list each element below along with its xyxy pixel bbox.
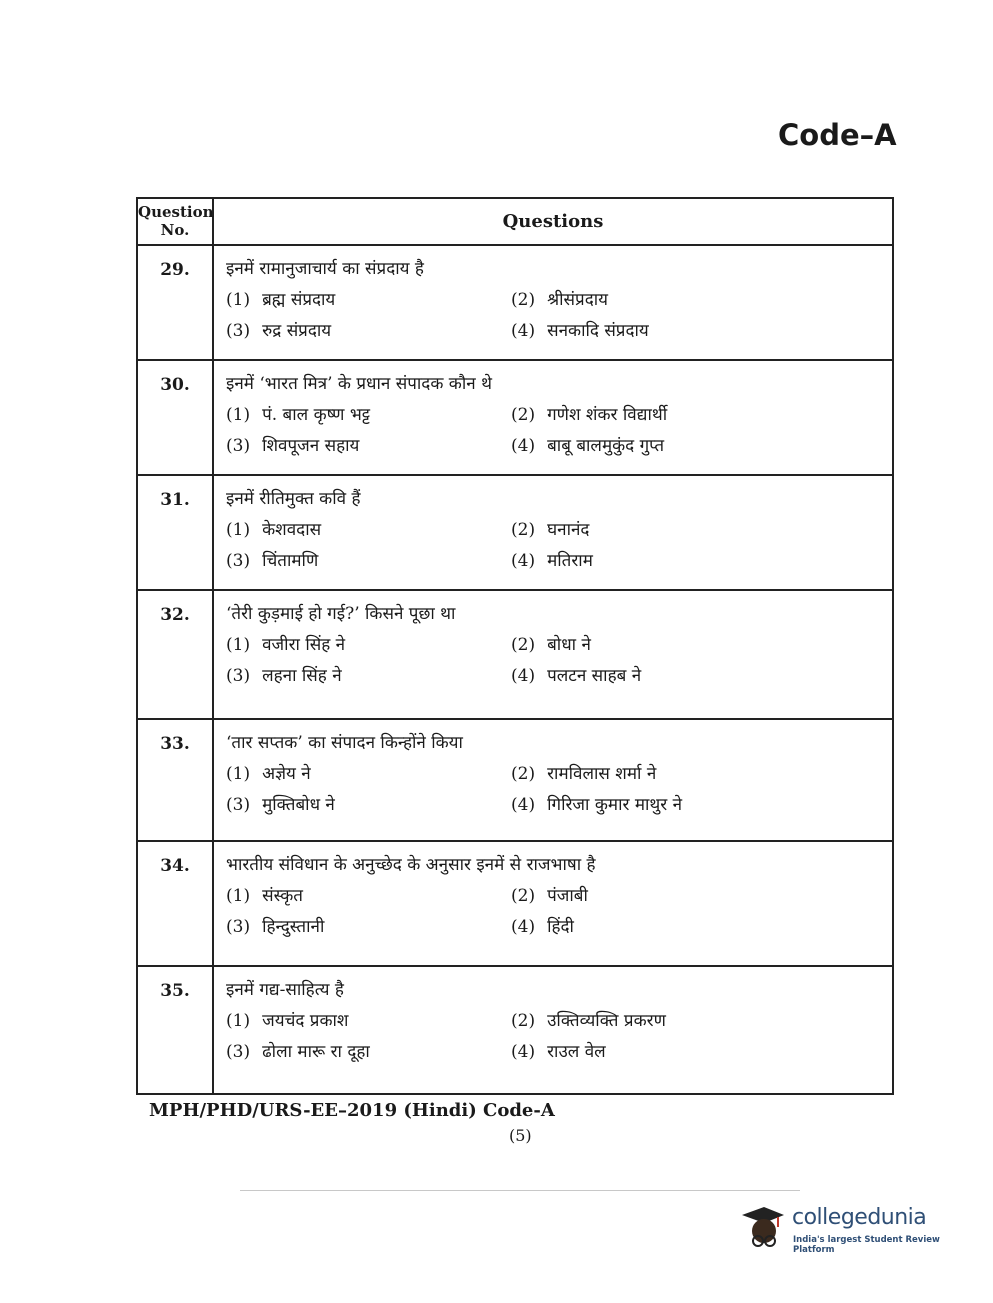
option-number: (1) <box>226 1011 251 1031</box>
option-number: (1) <box>226 405 251 425</box>
question-number: 33. <box>138 720 214 840</box>
question-number: 29. <box>138 246 214 359</box>
options-grid <box>226 762 892 817</box>
answer-option <box>226 403 511 427</box>
option-number: (3) <box>226 666 251 686</box>
answer-option <box>511 915 892 939</box>
option-number: (2) <box>511 405 536 425</box>
option-text: बाबू बालमुकुंद गुप्त <box>547 436 665 456</box>
question-text: इनमें रीतिमुक्त कवि हैं <box>226 489 361 509</box>
option-text: मुक्तिबोध ने <box>262 795 335 815</box>
answer-option <box>511 762 892 786</box>
question-row <box>138 842 892 967</box>
option-number: (1) <box>226 635 251 655</box>
option-text: गणेश शंकर विद्यार्थी <box>547 405 668 425</box>
code-label: Code–A <box>778 118 897 152</box>
option-number: (3) <box>226 551 251 571</box>
questions-header: Questions <box>502 211 604 232</box>
option-text: संस्कृत <box>262 886 303 906</box>
option-number: (4) <box>511 795 536 815</box>
option-text: चिंतामणि <box>262 551 319 571</box>
questions-table <box>136 197 894 1095</box>
option-text: रुद्र संप्रदाय <box>262 321 332 341</box>
answer-option <box>226 633 511 657</box>
option-number: (1) <box>226 886 251 906</box>
answer-option <box>511 884 892 908</box>
brand-tagline: India's largest Student Review Platform <box>793 1235 940 1255</box>
question-content <box>214 591 892 718</box>
option-number: (4) <box>511 666 536 686</box>
option-number: (4) <box>511 917 536 937</box>
answer-option <box>226 884 511 908</box>
options-grid <box>226 633 892 688</box>
answer-option <box>511 288 892 312</box>
option-number: (4) <box>511 1042 536 1062</box>
option-text: लहना सिंह ने <box>262 666 342 686</box>
question-row <box>138 476 892 591</box>
answer-option <box>226 518 511 542</box>
answer-option <box>511 1009 892 1033</box>
options-grid <box>226 288 892 343</box>
option-text: गिरिजा कुमार माथुर ने <box>547 795 683 815</box>
answer-option <box>226 288 511 312</box>
answer-option <box>511 633 892 657</box>
option-text: मतिराम <box>547 551 593 571</box>
question-content <box>214 361 892 474</box>
option-text: शिवपूजन सहाय <box>262 436 360 456</box>
question-text: ‘तेरी कुड़माई हो गई?’ किसने पूछा था <box>226 604 456 624</box>
option-text: श्रीसंप्रदाय <box>547 290 608 310</box>
option-number: (1) <box>226 520 251 540</box>
question-text: इनमें ‘भारत मित्र’ के प्रधान संपादक कौन थे <box>226 374 492 394</box>
options-grid <box>226 884 892 939</box>
option-number: (3) <box>226 1042 251 1062</box>
option-number: (3) <box>226 436 251 456</box>
collegedunia-mascot-icon <box>738 1203 786 1251</box>
question-row <box>138 246 892 361</box>
option-number: (2) <box>511 764 536 784</box>
option-text: अज्ञेय ने <box>262 764 311 784</box>
divider <box>240 1190 800 1191</box>
option-text: पंजाबी <box>547 886 588 906</box>
option-number: (2) <box>511 290 536 310</box>
option-number: (4) <box>511 551 536 571</box>
option-number: (3) <box>226 917 251 937</box>
option-text: हिन्दुस्तानी <box>262 917 325 937</box>
option-number: (1) <box>226 764 251 784</box>
option-text: सनकादि संप्रदाय <box>547 321 649 341</box>
question-content <box>214 720 892 840</box>
option-text: राउल वेल <box>547 1042 606 1062</box>
answer-option <box>511 319 892 343</box>
option-text: हिंदी <box>547 917 574 937</box>
question-number: 30. <box>138 361 214 474</box>
question-text: इनमें रामानुजाचार्य का संप्रदाय है <box>226 259 424 279</box>
page-number: (5) <box>509 1126 532 1145</box>
question-number: 32. <box>138 591 214 718</box>
question-text: इनमें गद्य-साहित्य है <box>226 980 344 1000</box>
option-text: ब्रह्म संप्रदाय <box>262 290 336 310</box>
option-text: ढोला मारू रा दूहा <box>262 1042 370 1062</box>
option-number: (2) <box>511 1011 536 1031</box>
answer-option <box>226 319 511 343</box>
answer-option <box>511 793 892 817</box>
option-number: (1) <box>226 290 251 310</box>
answer-option <box>511 664 892 688</box>
collegedunia-watermark <box>738 1203 968 1253</box>
option-number: (4) <box>511 436 536 456</box>
option-text: घनानंद <box>547 520 590 540</box>
exam-code-footer: MPH/PHD/URS-EE–2019 (Hindi) Code-A <box>149 1100 555 1121</box>
question-number: 34. <box>138 842 214 965</box>
option-text: उक्तिव्यक्ति प्रकरण <box>547 1011 666 1031</box>
answer-option <box>511 1040 892 1064</box>
option-text: केशवदास <box>262 520 322 540</box>
question-content <box>214 842 892 965</box>
option-number: (4) <box>511 321 536 341</box>
question-rows <box>138 246 892 1093</box>
answer-option <box>226 434 511 458</box>
option-text: वजीरा सिंह ने <box>262 635 346 655</box>
question-number-header: Question No. <box>138 199 214 244</box>
question-content <box>214 476 892 589</box>
option-text: रामविलास शर्मा ने <box>547 764 657 784</box>
option-text: बोधा ने <box>547 635 591 655</box>
answer-option <box>226 1009 511 1033</box>
question-content <box>214 246 892 359</box>
answer-option <box>511 549 892 573</box>
option-number: (2) <box>511 635 536 655</box>
option-number: (2) <box>511 520 536 540</box>
brand-name: collegedunia <box>792 1205 927 1230</box>
option-number: (3) <box>226 321 251 341</box>
option-text: पलटन साहब ने <box>547 666 642 686</box>
option-number: (2) <box>511 886 536 906</box>
question-content <box>214 967 892 1093</box>
question-row <box>138 591 892 720</box>
question-row <box>138 967 892 1093</box>
question-text: ‘तार सप्तक’ का संपादन किन्होंने किया <box>226 733 463 753</box>
question-row <box>138 361 892 476</box>
answer-option <box>226 1040 511 1064</box>
option-text: जयचंद प्रकाश <box>262 1011 349 1031</box>
options-grid <box>226 403 892 458</box>
options-grid <box>226 518 892 573</box>
answer-option <box>226 664 511 688</box>
table-header <box>138 199 892 246</box>
answer-option <box>511 518 892 542</box>
question-number: 31. <box>138 476 214 589</box>
option-number: (3) <box>226 795 251 815</box>
option-text: पं. बाल कृष्ण भट्ट <box>262 405 371 425</box>
answer-option <box>226 793 511 817</box>
answer-option <box>226 549 511 573</box>
answer-option <box>511 434 892 458</box>
answer-option <box>226 915 511 939</box>
question-number: 35. <box>138 967 214 1093</box>
question-row <box>138 720 892 842</box>
options-grid <box>226 1009 892 1064</box>
answer-option <box>226 762 511 786</box>
answer-option <box>511 403 892 427</box>
question-text: भारतीय संविधान के अनुच्छेद के अनुसार इनमें से राजभाषा है <box>226 855 596 875</box>
